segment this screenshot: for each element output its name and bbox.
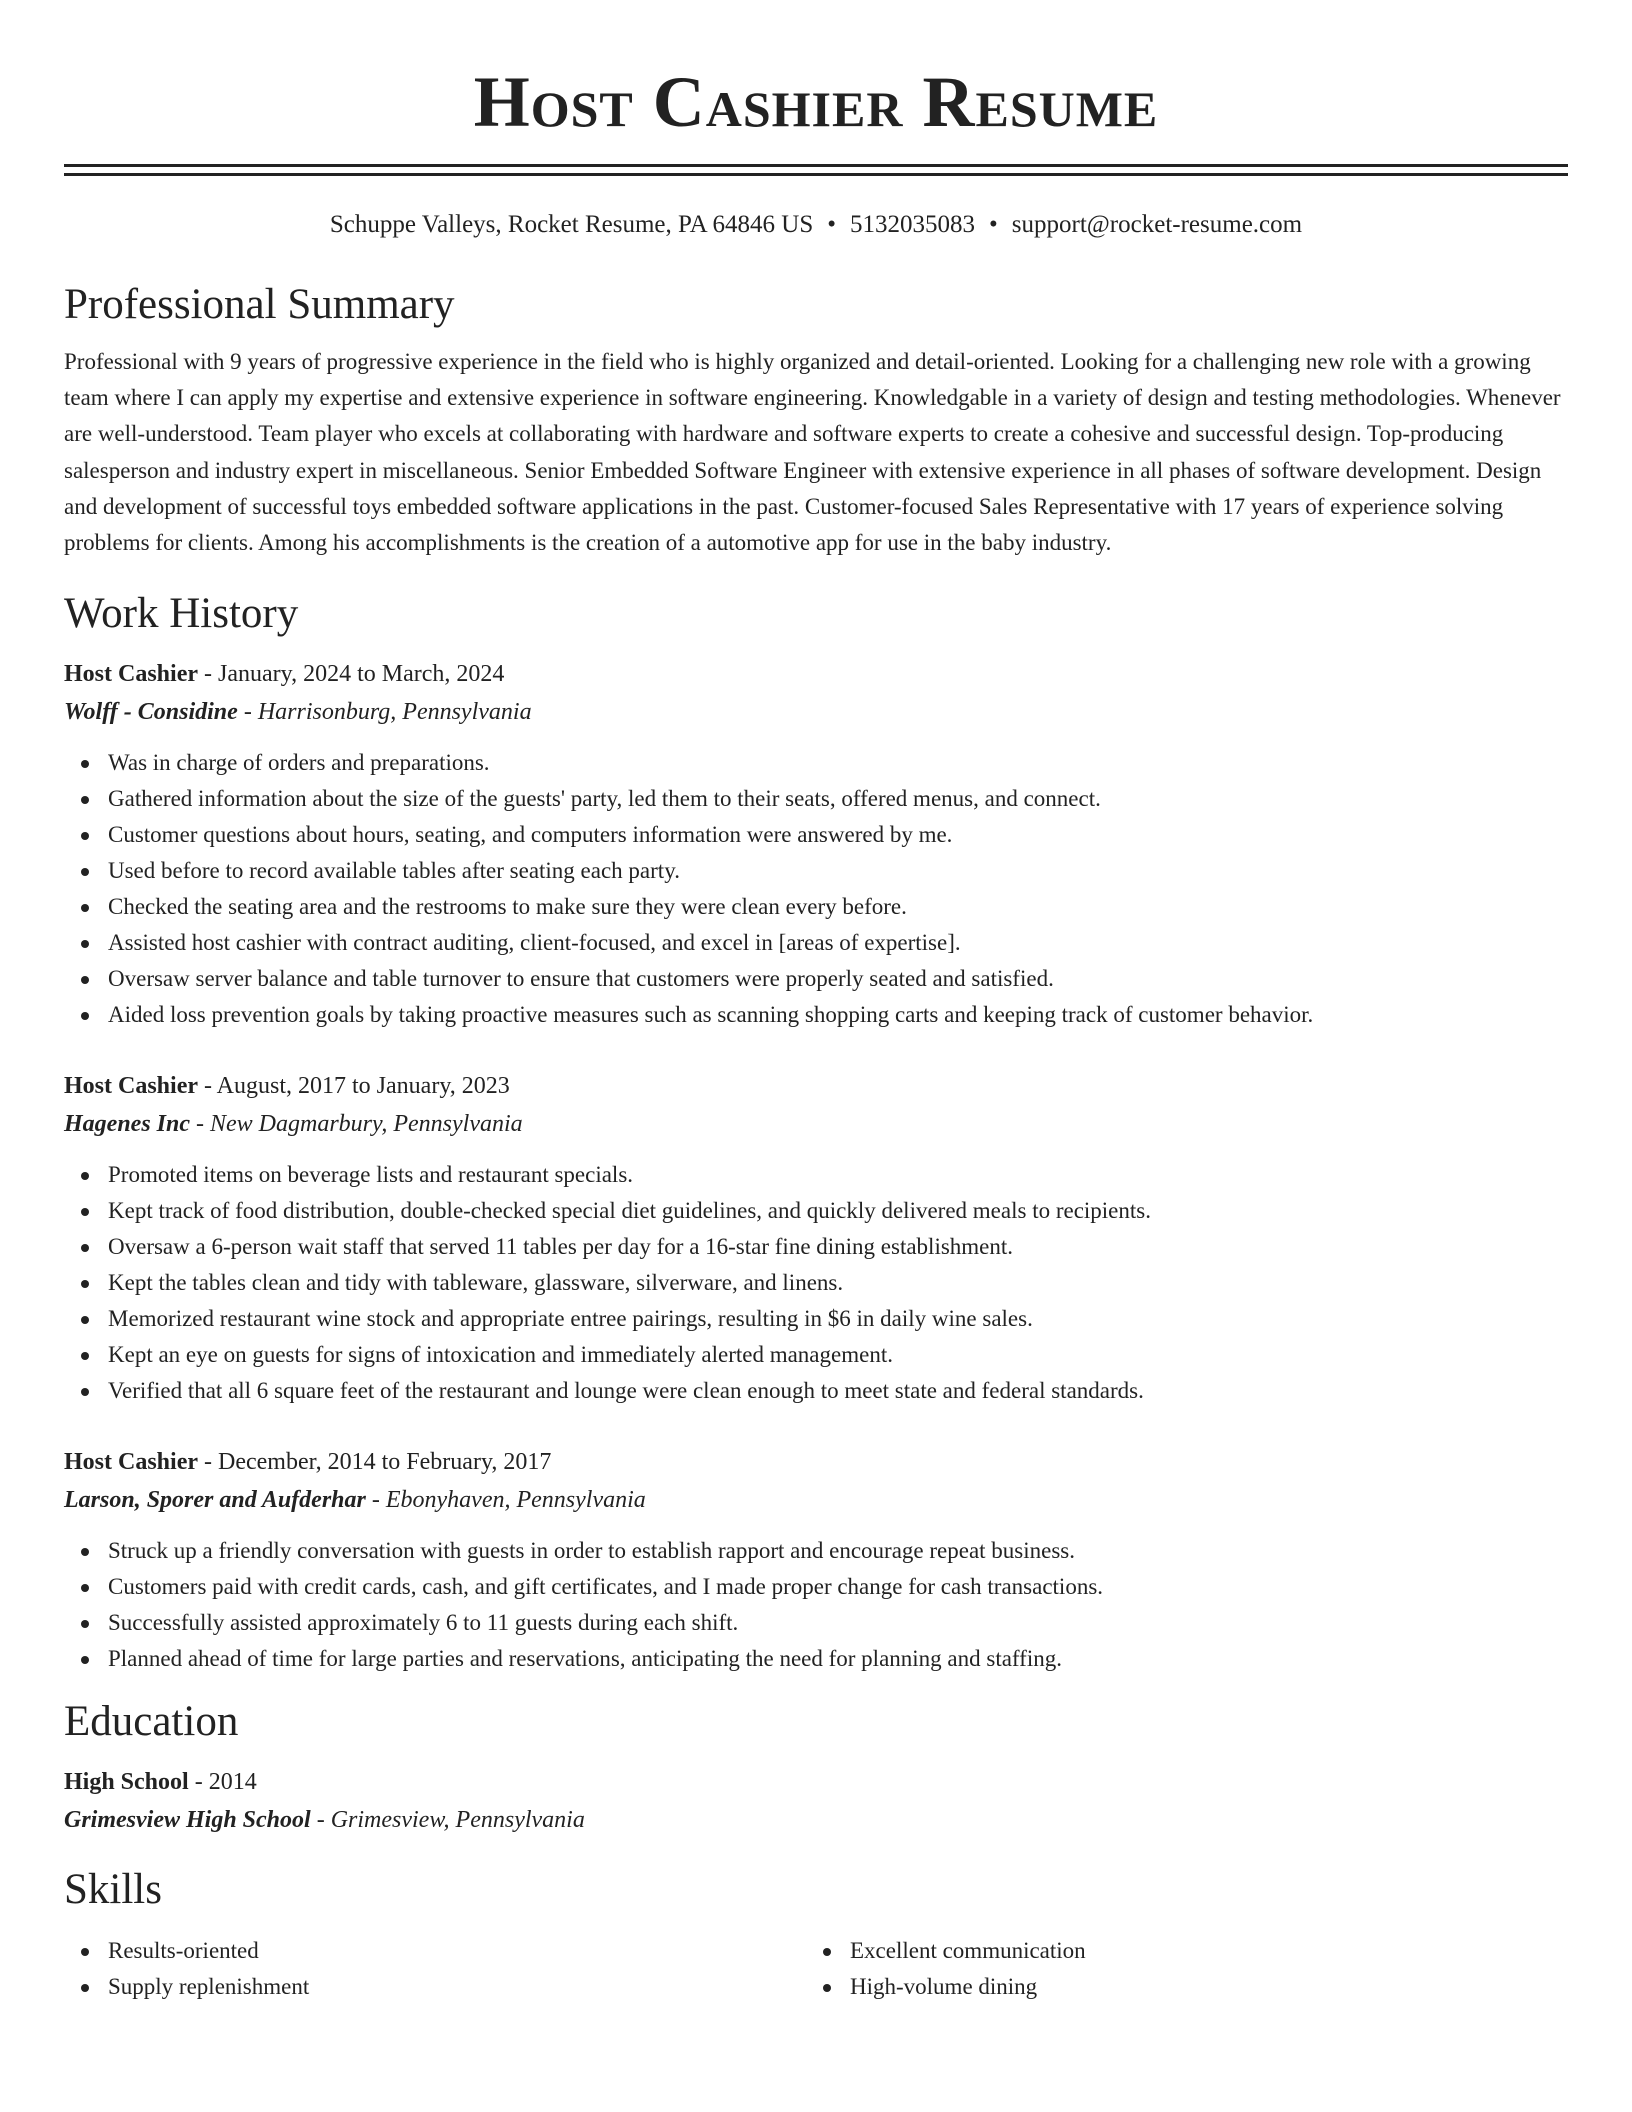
job-duty: Verified that all 6 square feet of the restaurant and lounge were clean enough to meet state and federal standards. [64, 1373, 1568, 1409]
job-employer [64, 1105, 1568, 1143]
education-school-line [64, 1801, 1568, 1839]
job-location: Ebonyhaven, Pennsylvania [385, 1487, 646, 1514]
contact-separator: • [827, 211, 837, 238]
job-duties-list [64, 1157, 1568, 1409]
job-employer [64, 693, 1568, 731]
skills-column-right [806, 1933, 1548, 2005]
job-duty: Kept an eye on guests for signs of intoxication and immediately alerted management. [64, 1337, 1568, 1373]
work-history-heading: Work History [64, 590, 299, 638]
job-dates: August, 2017 to January, 2023 [216, 1073, 510, 1100]
job-duty: Kept track of food distribution, double-checked special diet guidelines, and quickly delivered meals to recipients. [64, 1193, 1568, 1229]
job-employer [64, 1481, 1568, 1519]
education-dash: - [310, 1807, 331, 1834]
job-duty: Successfully assisted approximately 6 to 11 guests during each shift. [64, 1605, 1568, 1641]
summary-text: Professional with 9 years of progressive experience in the field who is highly organized and detail-oriented. Looking for a challenging new role with a growing team where I can apply my expertise and extensive experience in software engineering. Knowledgable in a variety of design and testing methodologies. Whenever are well-understood. Team player who excels at collaborating with hardware and software experts to create a cohesive and successful design. Top-producing salesperson and industry expert in miscellaneous. Senior Embedded Software Engineer with extensive experience in all phases of software development. Design and development of successful toys embedded software applications in the past. Customer-focused Sales Representative with 17 years of experience solving problems for clients. Among his accomplishments is the creation of a automotive app for use in the baby industry. [64, 349, 1561, 556]
job-duty: Aided loss prevention goals by taking proactive measures such as scanning shopping carts and keeping track of customer behavior. [64, 997, 1568, 1033]
skill-item: Supply replenishment [64, 1969, 806, 2005]
job-duty: Memorized restaurant wine stock and appropriate entree pairings, resulting in $6 in daily wine sales. [64, 1301, 1568, 1337]
contact-email: support@rocket-resume.com [1011, 211, 1303, 238]
job-dash: - [237, 699, 258, 726]
job-duty: Kept the tables clean and tidy with tableware, glassware, silverware, and linens. [64, 1265, 1568, 1301]
skill-item: Excellent communication [806, 1933, 1548, 1969]
contact-separator: • [989, 211, 998, 238]
job-dash: - [190, 1111, 210, 1138]
job-duty: Was in charge of orders and preparations. [64, 745, 1568, 781]
resume-page [64, 0, 1568, 2005]
skill-item: Results-oriented [64, 1933, 806, 1969]
skills-grid [64, 1933, 1568, 2005]
skills-column-left [64, 1933, 806, 2005]
job-duties-list [64, 1533, 1568, 1677]
job-duty: Used before to record available tables after seating each party. [64, 853, 1568, 889]
job-header [64, 1067, 1568, 1105]
job-entry [64, 1443, 1568, 1677]
job-location: Harrisonburg, Pennsylvania [257, 699, 532, 726]
job-title: Host Cashier [64, 1449, 198, 1476]
summary-heading: Professional Summary [64, 281, 455, 328]
job-duty: Planned ahead of time for large parties and reservations, anticipating the need for planning and staffing. [64, 1641, 1568, 1677]
title-divider-top [64, 164, 1568, 167]
job-dash: - [365, 1487, 386, 1514]
job-header [64, 655, 1568, 693]
education-header [64, 1763, 1568, 1801]
job-company: Hagenes Inc [64, 1111, 190, 1138]
education-school: Grimesview High School [64, 1807, 311, 1834]
education-degree: High School [64, 1769, 189, 1796]
job-location: New Dagmarbury, Pennsylvania [210, 1111, 523, 1138]
job-title: Host Cashier [64, 661, 198, 688]
job-header [64, 1443, 1568, 1481]
contact-phone: 5132035083 [850, 211, 976, 238]
job-duties-list [64, 745, 1568, 1033]
job-entry [64, 655, 1568, 1033]
job-duty: Oversaw server balance and table turnover to ensure that customers were properly seated and satisfied. [64, 961, 1568, 997]
job-company: Wolff - Considine [64, 699, 238, 726]
job-duty: Gathered information about the size of the guests' party, led them to their seats, offered menus, and connect. [64, 781, 1568, 817]
job-entry [64, 1067, 1568, 1409]
job-dash: - [198, 1449, 218, 1476]
education-entry [64, 1763, 1568, 1839]
skills-heading: Skills [64, 1866, 162, 1914]
skill-item: High-volume dining [806, 1969, 1548, 2005]
job-dates: December, 2014 to February, 2017 [218, 1449, 552, 1476]
job-title: Host Cashier [64, 1073, 198, 1100]
job-duty: Customers paid with credit cards, cash, and gift certificates, and I made proper change for cash transactions. [64, 1569, 1568, 1605]
job-duty: Customer questions about hours, seating, and computers information were answered by me. [64, 817, 1568, 853]
title-divider-bottom [64, 173, 1568, 176]
resume-title: Host Cashier Resume [473, 62, 1159, 142]
job-company: Larson, Sporer and Aufderhar [64, 1487, 366, 1514]
job-duty: Oversaw a 6-person wait staff that served 11 tables per day for a 16-star fine dining establishment. [64, 1229, 1568, 1265]
contact-address: Schuppe Valleys, Rocket Resume, PA 64846 US [329, 211, 814, 238]
job-duty: Checked the seating area and the restrooms to make sure they were clean every before. [64, 889, 1568, 925]
job-duty: Struck up a friendly conversation with guests in order to establish rapport and encourage repeat business. [64, 1533, 1568, 1569]
job-dash: - [198, 1073, 217, 1100]
education-year: 2014 [208, 1769, 257, 1796]
contact-line [64, 210, 1568, 240]
job-duty: Assisted host cashier with contract auditing, client-focused, and excel in [areas of expertise]. [64, 925, 1568, 961]
education-location: Grimesview, Pennsylvania [330, 1807, 585, 1834]
job-dash: - [198, 661, 218, 688]
job-dates: January, 2024 to March, 2024 [218, 661, 505, 688]
job-duty: Promoted items on beverage lists and restaurant specials. [64, 1157, 1568, 1193]
education-heading: Education [64, 1698, 239, 1746]
education-dash: - [188, 1769, 209, 1796]
